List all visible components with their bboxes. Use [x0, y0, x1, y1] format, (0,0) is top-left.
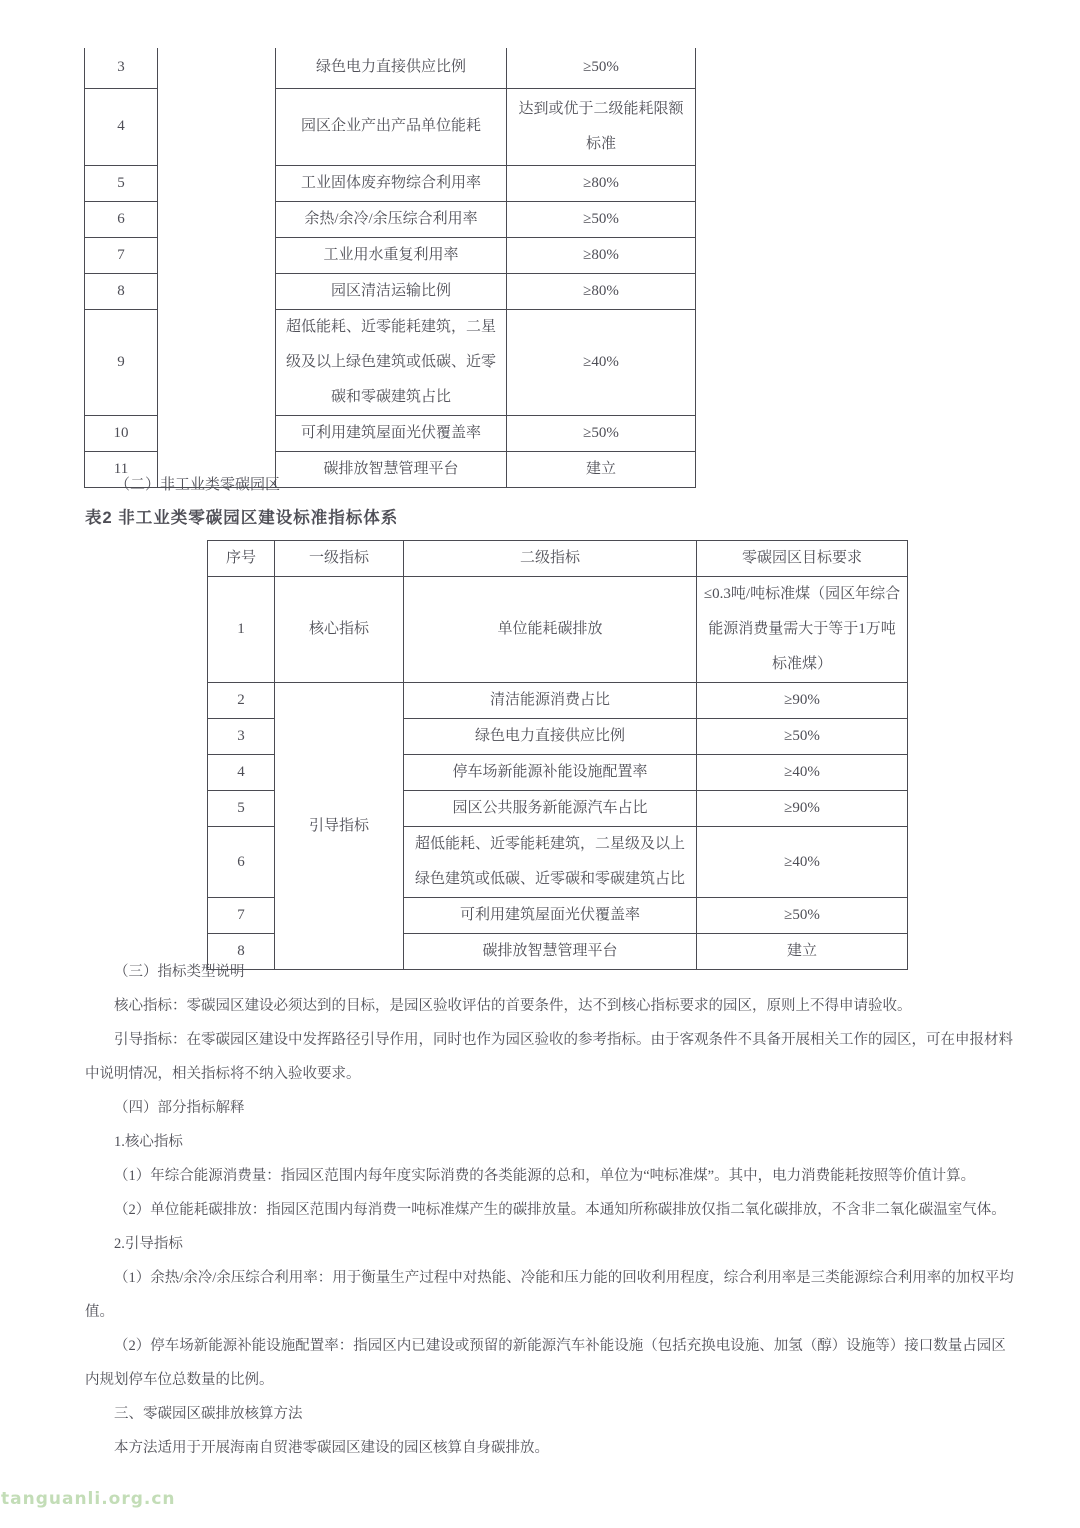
cell-seq: 11: [85, 451, 158, 487]
cell-indicator: 工业用水重复利用率: [276, 237, 507, 273]
cell-target: ≥90%: [697, 791, 908, 827]
cell-indicator: 碳排放智慧管理平台: [276, 451, 507, 487]
cell-target: ≥50%: [697, 719, 908, 755]
site-watermark: tanguanli.org.cn: [1, 1489, 176, 1509]
cell-seq: 4: [208, 755, 275, 791]
cell-indicator: 可利用建筑屋面光伏覆盖率: [276, 415, 507, 451]
heading-indicator-type: （三）指标类型说明: [114, 964, 245, 980]
cell-indicator: 超低能耗、近零能耗建筑，二星级及以上绿色建筑或低碳、近零碳和零碳建筑占比: [404, 827, 697, 898]
cell-indicator: 绿色电力直接供应比例: [404, 719, 697, 755]
header-seq: 序号: [208, 541, 275, 577]
subheading-guide: 2.引导指标: [114, 1236, 183, 1252]
cell-target: ≥80%: [507, 237, 696, 273]
cell-target: 达到或优于二级能耗限额标准: [507, 88, 696, 165]
table-row: [208, 577, 908, 683]
subheading-core: 1.核心指标: [114, 1134, 183, 1150]
paragraph-core-indicator: 核心指标：零碳园区建设必须达到的目标，是园区验收评估的首要条件，达不到核心指标要求的园区，原则上不得申请验收。: [114, 998, 912, 1014]
heading-indicator-explanation: （四）部分指标解释: [114, 1100, 245, 1116]
cell-indicator: 工业固体废弃物综合利用率: [276, 165, 507, 201]
cell-target: ≥50%: [507, 201, 696, 237]
cell-level1-empty: [158, 48, 276, 487]
paragraph-guide-indicator: 引导指标：在零碳园区建设中发挥路径引导作用，同时也作为园区验收的参考指标。由于客观条件不具备开展相关工作的园区，可在申报材料中说明情况，相关指标将不纳入验收要求。: [85, 1032, 1013, 1082]
paragraph-annual-energy: （1）年综合能源消费量：指园区范围内每年度实际消费的各类能源的总和，单位为“吨标准煤”。其中，电力消费能耗按照等价值计算。: [114, 1168, 976, 1184]
cell-seq: 3: [85, 48, 158, 88]
cell-target: ≤0.3吨/吨标准煤（园区年综合能源消费量需大于等于1万吨标准煤）: [697, 577, 908, 683]
cell-seq: 10: [85, 415, 158, 451]
paragraph-unit-carbon: （2）单位能耗碳排放：指园区范围内每消费一吨标准煤产生的碳排放量。本通知所称碳排放仅指二氧化碳排放，不含非二氧化碳温室气体。: [114, 1202, 1006, 1218]
cell-level1-guide: 引导指标: [275, 683, 404, 970]
cell-target: ≥40%: [697, 827, 908, 898]
table2-caption: 表2 非工业类零碳园区建设标准指标体系: [85, 509, 399, 527]
cell-indicator: 园区清洁运输比例: [276, 273, 507, 309]
cell-seq: 6: [85, 201, 158, 237]
cell-indicator: 园区公共服务新能源汽车占比: [404, 791, 697, 827]
table-row: [85, 48, 696, 88]
cell-seq: 5: [85, 165, 158, 201]
cell-seq: 7: [208, 898, 275, 934]
cell-indicator: 园区企业产出产品单位能耗: [276, 88, 507, 165]
cell-target: ≥40%: [507, 309, 696, 415]
header-level1: 一级指标: [275, 541, 404, 577]
cell-seq: 9: [85, 309, 158, 415]
cell-seq: 7: [85, 237, 158, 273]
cell-seq: 3: [208, 719, 275, 755]
cell-seq: 4: [85, 88, 158, 165]
non-industrial-park-indicator-table: [207, 540, 908, 970]
industrial-park-indicator-table: [84, 48, 696, 488]
cell-seq: 1: [208, 577, 275, 683]
cell-seq: 6: [208, 827, 275, 898]
cell-seq: 8: [85, 273, 158, 309]
table-row: [208, 683, 908, 719]
cell-seq: 2: [208, 683, 275, 719]
cell-target: ≥50%: [507, 415, 696, 451]
cell-indicator: 余热/余冷/余压综合利用率: [276, 201, 507, 237]
section-heading-non-industrial: （二）非工业类零碳园区: [115, 477, 281, 493]
paragraph-waste-heat: （1）余热/余冷/余压综合利用率：用于衡量生产过程中对热能、冷能和压力能的回收利用程度，综合利用率是三类能源综合利用率的加权平均值。: [85, 1270, 1014, 1320]
cell-indicator: 停车场新能源补能设施配置率: [404, 755, 697, 791]
cell-indicator: 超低能耗、近零能耗建筑，二星级及以上绿色建筑或低碳、近零碳和零碳建筑占比: [276, 309, 507, 415]
cell-seq: 5: [208, 791, 275, 827]
cell-seq: 8: [208, 934, 275, 970]
cell-target: ≥80%: [507, 273, 696, 309]
cell-target: ≥50%: [507, 48, 696, 88]
cell-indicator: 碳排放智慧管理平台: [404, 934, 697, 970]
cell-indicator: 单位能耗碳排放: [404, 577, 697, 683]
cell-target: 建立: [507, 451, 696, 487]
cell-indicator: 绿色电力直接供应比例: [276, 48, 507, 88]
header-target: 零碳园区目标要求: [697, 541, 908, 577]
cell-target: ≥80%: [507, 165, 696, 201]
heading-accounting-method: 三、零碳园区碳排放核算方法: [114, 1406, 303, 1422]
cell-level1-core: 核心指标: [275, 577, 404, 683]
cell-indicator: 清洁能源消费占比: [404, 683, 697, 719]
cell-indicator: 可利用建筑屋面光伏覆盖率: [404, 898, 697, 934]
cell-target: ≥90%: [697, 683, 908, 719]
paragraph-parking: （2）停车场新能源补能设施配置率：指园区内已建设或预留的新能源汽车补能设施（包括充换电设施、加氢（醇）设施等）接口数量占园区内规划停车位总数量的比例。: [85, 1338, 1006, 1388]
cell-target: ≥40%: [697, 755, 908, 791]
body-text: [85, 955, 1020, 1465]
cell-target: ≥50%: [697, 898, 908, 934]
table-header-row: [208, 541, 908, 577]
paragraph-method-scope: 本方法适用于开展海南自贸港零碳园区建设的园区核算自身碳排放。: [114, 1440, 549, 1456]
cell-target: 建立: [697, 934, 908, 970]
header-level2: 二级指标: [404, 541, 697, 577]
